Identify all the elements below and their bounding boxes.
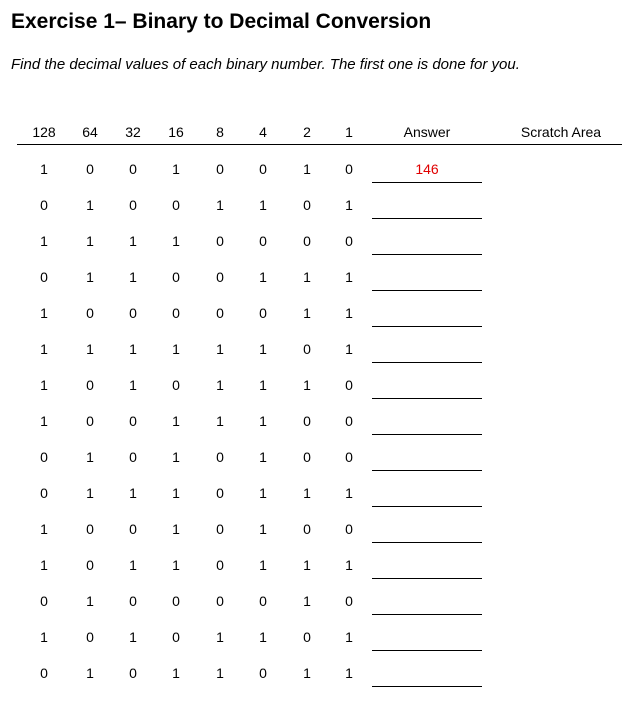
bit-cell: 0 <box>129 593 137 609</box>
place-header-64: 64 <box>82 124 98 140</box>
bit-cell: 0 <box>259 161 267 177</box>
place-header-128: 128 <box>32 124 56 140</box>
bit-cell: 0 <box>259 593 267 609</box>
answer-blank-line <box>372 578 482 579</box>
place-header-8: 8 <box>216 124 224 140</box>
bit-cell: 0 <box>172 305 180 321</box>
answer-blank-line <box>372 326 482 327</box>
bit-cell: 1 <box>86 665 94 681</box>
bit-cell: 0 <box>216 233 224 249</box>
bit-cell: 1 <box>172 161 180 177</box>
answer-blank-line <box>372 470 482 471</box>
bit-cell: 1 <box>86 485 94 501</box>
bit-cell: 1 <box>129 557 137 573</box>
bit-cell: 0 <box>345 377 353 393</box>
answer-blank-line <box>372 542 482 543</box>
bit-cell: 1 <box>86 593 94 609</box>
bit-cell: 0 <box>303 521 311 537</box>
bit-cell: 1 <box>259 341 267 357</box>
bit-cell: 0 <box>129 665 137 681</box>
answer-value[interactable]: 146 <box>415 161 439 177</box>
bit-cell: 1 <box>216 341 224 357</box>
bit-cell: 1 <box>172 521 180 537</box>
bit-cell: 1 <box>259 629 267 645</box>
bit-cell: 1 <box>303 557 311 573</box>
bit-cell: 0 <box>86 161 94 177</box>
bit-cell: 0 <box>86 377 94 393</box>
answer-blank-line <box>372 254 482 255</box>
bit-cell: 1 <box>86 341 94 357</box>
bit-cell: 1 <box>303 377 311 393</box>
bit-cell: 0 <box>216 485 224 501</box>
bit-cell: 1 <box>40 521 48 537</box>
bit-cell: 0 <box>345 413 353 429</box>
bit-cell: 1 <box>172 233 180 249</box>
bit-cell: 1 <box>303 161 311 177</box>
bit-cell: 0 <box>129 413 137 429</box>
bit-cell: 1 <box>259 197 267 213</box>
exercise-title: Exercise 1– Binary to Decimal Conversion <box>11 10 432 33</box>
bit-cell: 0 <box>40 593 48 609</box>
bit-cell: 1 <box>86 197 94 213</box>
bit-cell: 1 <box>86 233 94 249</box>
bit-cell: 1 <box>259 521 267 537</box>
answer-blank-line <box>372 398 482 399</box>
bit-cell: 0 <box>303 629 311 645</box>
bit-cell: 0 <box>40 449 48 465</box>
answer-blank-line <box>372 218 482 219</box>
bit-cell: 1 <box>172 557 180 573</box>
bit-cell: 0 <box>129 521 137 537</box>
bit-cell: 0 <box>303 341 311 357</box>
bit-cell: 1 <box>259 413 267 429</box>
bit-cell: 0 <box>86 305 94 321</box>
bit-cell: 1 <box>129 629 137 645</box>
answer-blank-line <box>372 290 482 291</box>
bit-cell: 0 <box>172 197 180 213</box>
header-rule <box>17 144 622 145</box>
bit-cell: 1 <box>345 269 353 285</box>
answer-blank-line <box>372 686 482 687</box>
bit-cell: 1 <box>303 665 311 681</box>
bit-cell: 1 <box>345 665 353 681</box>
bit-cell: 1 <box>303 485 311 501</box>
bit-cell: 0 <box>345 233 353 249</box>
answer-blank-line <box>372 506 482 507</box>
bit-cell: 1 <box>345 341 353 357</box>
bit-cell: 1 <box>345 485 353 501</box>
bit-cell: 0 <box>172 269 180 285</box>
scratch-area-header: Scratch Area <box>520 124 602 140</box>
bit-cell: 1 <box>129 233 137 249</box>
bit-cell: 1 <box>345 197 353 213</box>
bit-cell: 1 <box>345 305 353 321</box>
bit-cell: 0 <box>216 161 224 177</box>
bit-cell: 1 <box>303 269 311 285</box>
bit-cell: 0 <box>86 521 94 537</box>
bit-cell: 1 <box>129 485 137 501</box>
bit-cell: 0 <box>259 233 267 249</box>
bit-cell: 1 <box>40 557 48 573</box>
bit-cell: 0 <box>303 197 311 213</box>
bit-cell: 0 <box>303 233 311 249</box>
bit-cell: 0 <box>129 161 137 177</box>
bit-cell: 0 <box>172 629 180 645</box>
bit-cell: 1 <box>86 269 94 285</box>
answer-blank-line <box>372 362 482 363</box>
bit-cell: 1 <box>303 305 311 321</box>
bit-cell: 1 <box>40 413 48 429</box>
bit-cell: 0 <box>129 449 137 465</box>
place-header-2: 2 <box>303 124 311 140</box>
bit-cell: 1 <box>172 449 180 465</box>
bit-cell: 1 <box>129 377 137 393</box>
bit-cell: 0 <box>172 377 180 393</box>
answer-blank-line <box>372 182 482 183</box>
bit-cell: 1 <box>172 413 180 429</box>
bit-cell: 0 <box>259 665 267 681</box>
bit-cell: 1 <box>216 377 224 393</box>
bit-cell: 1 <box>345 557 353 573</box>
bit-cell: 0 <box>345 593 353 609</box>
bit-cell: 0 <box>129 305 137 321</box>
bit-cell: 1 <box>259 557 267 573</box>
bit-cell: 0 <box>345 521 353 537</box>
answer-blank-line <box>372 614 482 615</box>
bit-cell: 1 <box>216 197 224 213</box>
bit-cell: 1 <box>216 665 224 681</box>
bit-cell: 1 <box>40 377 48 393</box>
bit-cell: 1 <box>259 449 267 465</box>
bit-cell: 0 <box>216 449 224 465</box>
bit-cell: 0 <box>216 269 224 285</box>
bit-cell: 1 <box>172 485 180 501</box>
bit-cell: 1 <box>259 377 267 393</box>
place-header-16: 16 <box>168 124 184 140</box>
answer-blank-line <box>372 650 482 651</box>
bit-cell: 0 <box>345 449 353 465</box>
bit-cell: 0 <box>40 269 48 285</box>
bit-cell: 1 <box>303 593 311 609</box>
place-header-1: 1 <box>345 124 353 140</box>
bit-cell: 1 <box>40 161 48 177</box>
bit-cell: 1 <box>40 305 48 321</box>
bit-cell: 1 <box>40 233 48 249</box>
bit-cell: 0 <box>216 557 224 573</box>
bit-cell: 0 <box>86 413 94 429</box>
bit-cell: 0 <box>40 485 48 501</box>
instructions-text: Find the decimal values of each binary number. The first one is done for you. <box>11 56 520 73</box>
bit-cell: 1 <box>129 341 137 357</box>
bit-cell: 1 <box>259 485 267 501</box>
bit-cell: 0 <box>172 593 180 609</box>
bit-cell: 0 <box>40 197 48 213</box>
bit-cell: 1 <box>216 413 224 429</box>
bit-cell: 1 <box>259 269 267 285</box>
bit-cell: 0 <box>40 665 48 681</box>
place-header-4: 4 <box>259 124 267 140</box>
bit-cell: 0 <box>303 413 311 429</box>
bit-cell: 1 <box>172 341 180 357</box>
place-header-32: 32 <box>125 124 141 140</box>
bit-cell: 1 <box>40 629 48 645</box>
bit-cell: 0 <box>86 629 94 645</box>
bit-cell: 0 <box>129 197 137 213</box>
bit-cell: 0 <box>303 449 311 465</box>
bit-cell: 1 <box>172 665 180 681</box>
bit-cell: 0 <box>259 305 267 321</box>
bit-cell: 0 <box>86 557 94 573</box>
bit-cell: 0 <box>216 593 224 609</box>
answer-header: Answer <box>403 124 451 140</box>
bit-cell: 0 <box>216 521 224 537</box>
bit-cell: 1 <box>129 269 137 285</box>
bit-cell: 0 <box>216 305 224 321</box>
bit-cell: 1 <box>216 629 224 645</box>
bit-cell: 1 <box>345 629 353 645</box>
answer-blank-line <box>372 434 482 435</box>
bit-cell: 1 <box>86 449 94 465</box>
bit-cell: 0 <box>345 161 353 177</box>
bit-cell: 1 <box>40 341 48 357</box>
